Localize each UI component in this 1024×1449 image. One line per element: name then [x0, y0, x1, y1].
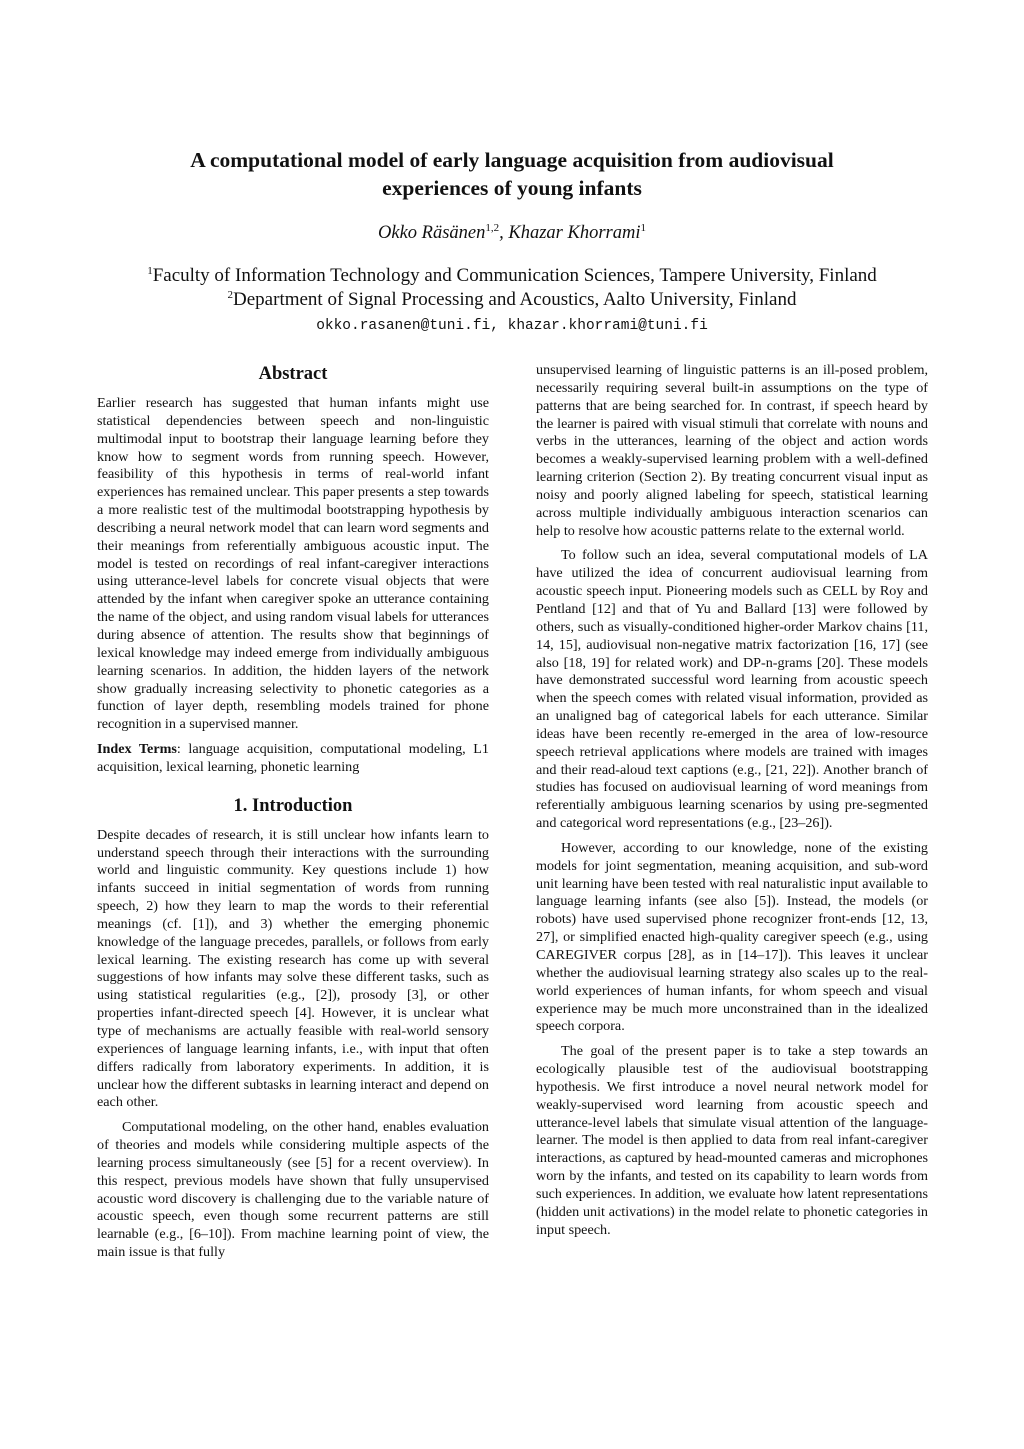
abstract-text: Earlier research has suggested that human infants might use statistical dependencies between speech and non-linguistic multimodal input to bootstrap their language learning before they know how to segment words from running speech. However, feasibility of this hypothesis in terms of real-world infant experiences has remained unclear. This paper presents a step towards a more realistic test of the multimodal bootstrapping hypothesis by describing a neural network model that can learn word segments and their meanings from referentially ambiguous acoustic input. The model is tested on recordings of real infant-caregiver interactions using utterance-level labels for concrete visual objects that were attended by the infant when caregiver spoke an utterance containing the name of the object, and using random visual labels for utterances during absence of attention. The results show that beginnings of lexical knowledge may indeed emerge from individually ambiguous learning scenarios. In addition, the hidden layers of the network show gradually increasing selectivity to phonetic categories as a function of layer depth, resembling models trained for phone recognition in a supervised manner.	[97, 395, 489, 733]
affiliation-2	[60, 288, 964, 312]
author-2-affiliation-mark: 1	[640, 222, 646, 234]
affiliation-1	[60, 264, 964, 288]
intro-paragraph-3: To follow such an idea, several computational models of LA have utilized the idea of concurrent audiovisual learning from acoustic speech input. Pioneering models such as CELL by Roy and Pentland [12] and that of Yu and Ballard [13] were followed by others, such as visually-conditioned higher-order Markov chains [11, 14, 15], audiovisual non-negative matrix factorization [16, 17] (see also [18, 19] for related work) and DP-n-grams [20]. These models have demonstrated successful word learning from acoustic speech when the speech comes with related visual information, provided as an unaligned bag of categorical labels for each utterance. Similar ideas have been recently re-emerged in the area of low-resource speech retrieval applications where models are trained with images and their read-aloud text captions (e.g., [21, 22]). Another branch of studies has focused on audiovisual learning of word meanings from referentially ambiguous learning scenarios by using pre-segmented and categorical word representations (e.g., [23–26]).	[536, 547, 928, 832]
intro-paragraph-5: The goal of the present paper is to take a step towards an ecologically plausible test of the audiovisual bootstrapping hypothesis. We first introduce a novel neural network model for weakly-supervised word learning from acoustic speech and utterance-level labels that simulate visual attention of the language-learner. The model is then applied to data from real infant-caregiver interactions, as captured by head-mounted cameras and microphones worn by the infants, and tested on its capability to learn words from such experiences. In addition, we evaluate how latent representations (hidden unit activations) in the model relate to phonetic categories in input speech.	[536, 1043, 928, 1238]
affiliation-2-text: Department of Signal Processing and Acoustics, Aalto University, Finland	[233, 289, 797, 310]
left-column	[97, 362, 489, 1262]
affiliation-1-text: Faculty of Information Technology and Communication Sciences, Tampere University, Finland	[152, 265, 877, 286]
author-emails: okko.rasanen@tuni.fi, khazar.khorrami@tuni.fi	[316, 318, 708, 334]
title-line-1: A computational model of early language acquisition from audiovisual	[190, 148, 834, 172]
intro-paragraph-2: Computational modeling, on the other hand, enables evaluation of theories and models while considering multiple aspects of the learning process simultaneously (see [5] for a recent overview). In this respect, previous models have shown that fully unsupervised acoustic word discovery is challenging due to the variable nature of acoustic speech, even though some recurrent patterns are still learnable (e.g., [6–10]). From machine learning point of view, the main issue is that fully	[97, 1119, 489, 1261]
intro-paragraph-4: However, according to our knowledge, none of the existing models for joint segmentation, meaning acquisition, and sub-word unit learning have been tested with real naturalistic input available to language learning infants (see also [5]). Instead, the models (or robots) have used supervised phone recognizer front-ends [12, 13, 27], or simplified enacted high-quality caregiver speech (e.g., using CAREGIVER corpus [28], as in [14–17]). This leaves it unclear whether the audiovisual learning strategy also scales up to the real-world experiences of human infants, for whom speech and visual experience may be much more unconstrained than in the idealized speech corpora.	[536, 839, 928, 1035]
author-list	[80, 221, 944, 245]
author-1-affiliation-mark: 1,2	[485, 222, 500, 234]
abstract-heading: Abstract	[258, 364, 328, 384]
affiliation-2-mark: 2	[227, 289, 234, 301]
index-terms	[97, 741, 489, 777]
introduction-heading: 1. Introduction	[233, 795, 353, 816]
affiliation-1-mark: 1	[147, 265, 153, 277]
intro-paragraph-2-continued: unsupervised learning of linguistic patterns is an ill-posed problem, necessarily requiring several built-in assumptions on the type of patterns that are being searched for. In contrast, if speech heard by the learner is paired with visual stimuli that correlate with nouns and verbs in the utterances, learning of the object and action words becomes a weakly-supervised learning problem with a well-defined learning criterion (Section 2). By treating concurrent visual input as noisy and poorly aligned labeling for speech, statistical learning across multiple individually ambiguous interaction scenarios can help to resolve how acoustic patterns relate to the external world.	[536, 362, 928, 539]
intro-paragraph-1: Despite decades of research, it is still unclear how infants learn to understand speech through their interactions with the surrounding world and linguistic community. Key questions include 1) how infants succeed in initial segmentation of words from running speech, 2) how they learn to map the words to their referential meanings (cf. [1]), and 3) whether the emerging phonemic knowledge of the language precedes, parallels, or follows from early lexical learning. The existing research has come up with several suggestions of how infants may solve these different tasks, such as using statistical regularities (e.g., [2]), prosody [3], or other properties infant-directed speech [4]. However, it is unclear what type of mechanisms are actually feasible with real-world sensory experiences of language learning infants, i.e., with input that often differs radically from laboratory experiments. In addition, it is unclear how the different subtasks in learning interact and depend on each other.	[97, 826, 489, 1111]
author-2-name: Khazar Khorrami	[508, 223, 641, 243]
paper-title	[80, 146, 944, 202]
author-separator: ,	[499, 223, 509, 243]
index-terms-label: Index Terms	[97, 741, 177, 758]
author-1-name: Okko Räsänen	[378, 223, 486, 243]
title-line-2: experiences of young infants	[382, 176, 642, 200]
index-terms-text: : language acquisition, computational modeling, L1 acquisition, lexical learning, phonetic learning	[97, 741, 489, 775]
right-column	[536, 362, 928, 1240]
